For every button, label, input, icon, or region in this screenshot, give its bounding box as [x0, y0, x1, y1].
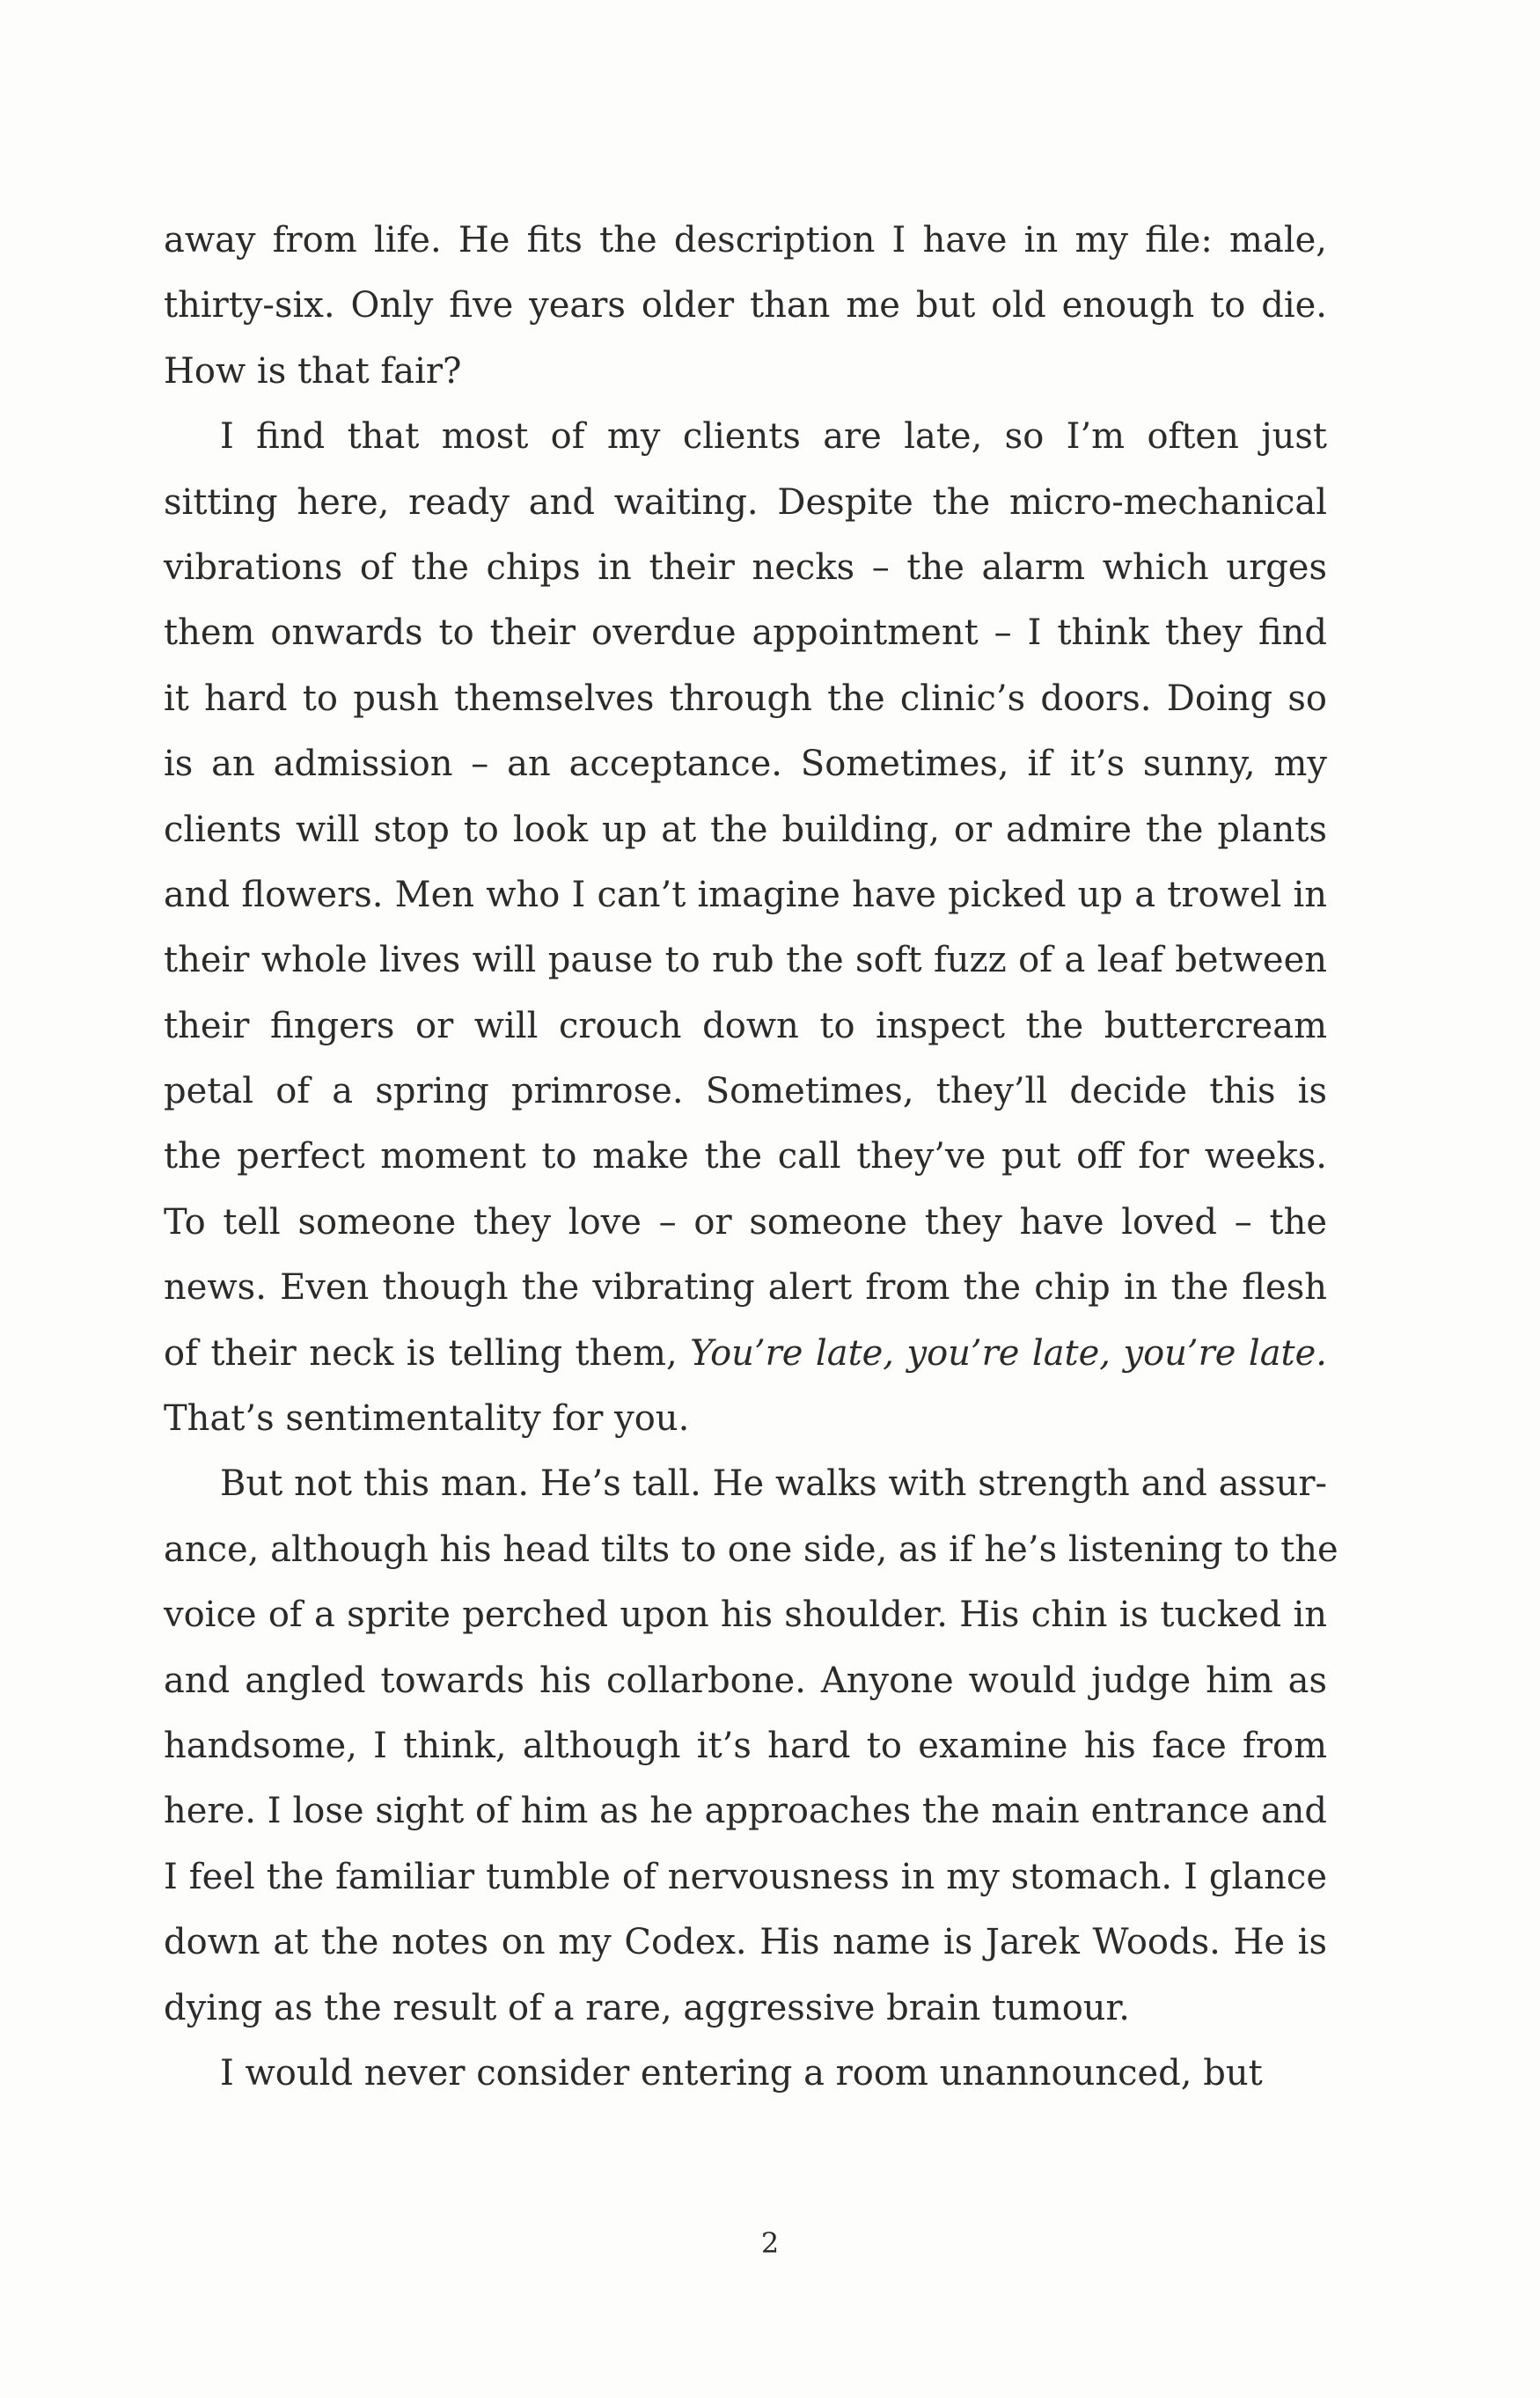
body-text	[164, 208, 1338, 2106]
text-line: of their neck is telling them, You’re late, you’re late, you’re late.	[164, 1332, 1328, 1374]
text-line: To tell someone they love – or someone they have loved – the	[164, 1201, 1327, 1243]
text-line: and angled towards his collarbone. Anyone would judge him as	[164, 1660, 1327, 1701]
text-line: thirty-six. Only five years older than me but old enough to die.	[164, 285, 1327, 326]
text-line: news. Even though the vibrating alert from the chip in the flesh	[164, 1267, 1327, 1309]
text-line: is an admission – an acceptance. Sometimes, if it’s sunny, my	[164, 744, 1327, 785]
text-line: How is that fair?	[164, 350, 462, 392]
text-line: dying as the result of a rare, aggressive brain tumour.	[164, 1987, 1130, 2028]
text-line: voice of a sprite perched upon his shoulder. His chin is tucked in	[164, 1595, 1327, 1636]
text-line: I would never consider entering a room unannounced, but	[220, 2052, 1263, 2094]
text-line: clients will stop to look up at the building, or admire the plants	[164, 809, 1327, 850]
text-line: away from life. He fits the description I have in my file: male,	[164, 220, 1327, 260]
text-line: and flowers. Men who I can’t imagine have picked up a trowel in	[164, 874, 1327, 915]
text-line: down at the notes on my Codex. His name is Jarek Woods. He is	[164, 1922, 1327, 1963]
text-line: sitting here, ready and waiting. Despite the micro-mechanical	[164, 481, 1327, 523]
text-line: here. I lose sight of him as he approaches the main entrance and	[164, 1791, 1327, 1832]
text-line: But not this man. He’s tall. He walks with strength and assur-	[220, 1463, 1327, 1505]
text-line: petal of a spring primrose. Sometimes, they’ll decide this is	[164, 1071, 1327, 1112]
text-line: the perfect moment to make the call they’ve put off for weeks.	[164, 1136, 1327, 1177]
text-line: it hard to push themselves through the clinic’s doors. Doing so	[164, 678, 1327, 719]
text-line: I find that most of my clients are late, so I’m often just	[220, 416, 1327, 458]
paragraph	[164, 208, 1327, 404]
text-line: vibrations of the chips in their necks – the alarm which urges	[164, 546, 1327, 588]
text-line: That’s sentimentality for you.	[164, 1398, 690, 1440]
paragraph	[164, 2041, 1327, 2106]
text-line: I feel the familiar tumble of nervousness in my stomach. I glance	[164, 1856, 1327, 1897]
text-line: ance, although his head tilts to one side, as if he’s listening to the	[164, 1529, 1338, 1570]
paragraph	[164, 404, 1327, 1451]
paragraph	[164, 1451, 1338, 2041]
text-line: handsome, I think, although it’s hard to examine his face from	[164, 1725, 1327, 1766]
text-line: their whole lives will pause to rub the soft fuzz of a leaf between	[164, 940, 1327, 981]
text-line: their fingers or will crouch down to inspect the buttercream	[164, 1005, 1327, 1046]
text-line: them onwards to their overdue appointment – I think they find	[164, 612, 1327, 654]
page-number: 2	[760, 2226, 780, 2260]
